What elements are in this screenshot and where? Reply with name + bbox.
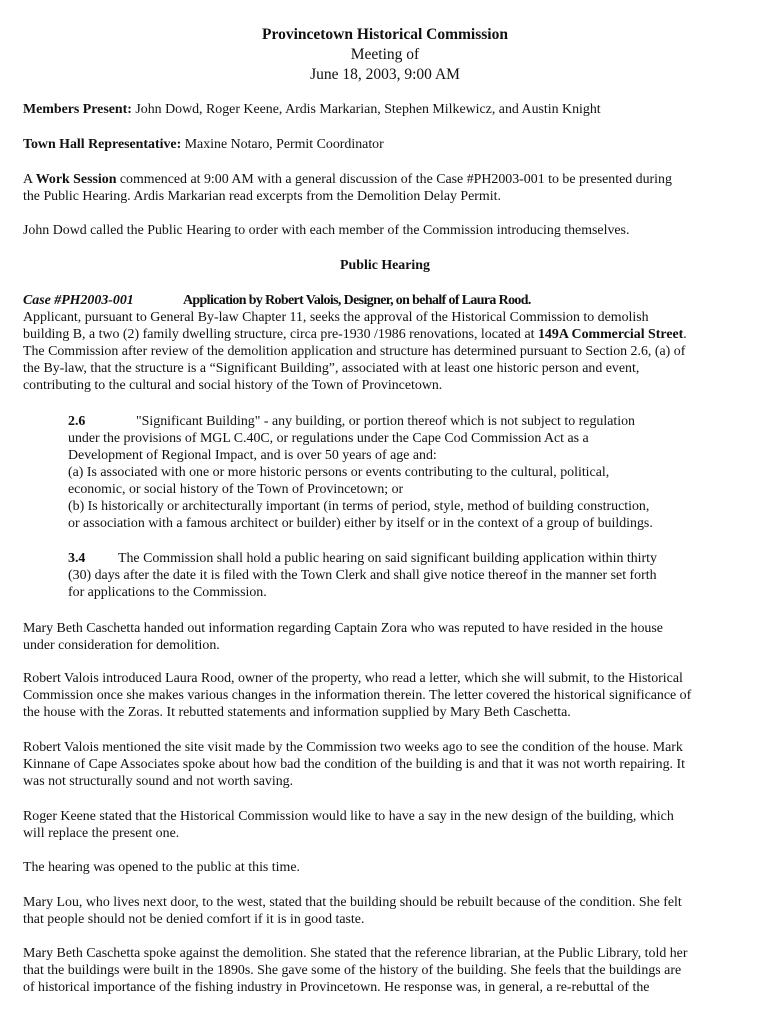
case-line-3: The Commission after review of the demolition application and structure has determined pursuant to Section 2.6, (a) of (23, 344, 686, 359)
caschetta-against-line-1: Mary Beth Caschetta spoke against the demolition. She stated that the reference librarian, at the Public Library, told her (23, 946, 688, 961)
section-2-6-line-7: or association with a famous architect or builder) either by itself or in the context of a group of buildings. (68, 516, 653, 531)
case-line-5: contributing to the cultural and social history of the Town of Provincetown. (23, 378, 443, 393)
section-3-4-line-1 (68, 550, 758, 567)
opened-line-1: The hearing was opened to the public at this time. (23, 860, 300, 875)
meeting-date: June 18, 2003, 9:00 AM (310, 66, 460, 83)
section-3-4-number: 3.4 (68, 551, 86, 566)
case-line-2 (23, 326, 753, 343)
site-visit-line-1: Robert Valois mentioned the site visit made by the Commission two weeks ago to see the condition of the house. Mark (23, 740, 683, 755)
section-2-6-line-5: economic, or social history of the Town of Provincetown; or (68, 482, 404, 497)
section-2-6-line-3: Development of Regional Impact, and is over 50 years of age and: (68, 448, 437, 463)
site-visit-paragraph (23, 739, 753, 790)
work-session-bold: Work Session (35, 172, 117, 187)
case-line-1: Applicant, pursuant to General By-law Chapter 11, seeks the approval of the Historical Commission to demolish (23, 310, 649, 325)
case-line-2-text: building B, a two (2) family dwelling structure, circa pre-1930 /1986 renovations, located at (23, 327, 538, 342)
caschetta-against-line-2: that the buildings were built in the 1890s. She gave some of the history of the building. She feels that the buildings are (23, 963, 682, 978)
valois-intro-line-3: the house with the Zoras. It rebutted statements and information supplied by Mary Beth Caschetta. (23, 705, 571, 720)
work-session-line-2: the Public Hearing. Ardis Markarian read excerpts from the Demolition Delay Permit. (23, 189, 501, 204)
document-subtitle: Meeting of (350, 46, 420, 63)
section-2-6-text-1: "Significant Building" - any building, or portion thereof which is not subject to regulation (136, 414, 635, 429)
members-present-label: Members Present: (23, 102, 132, 117)
section-3-4-line-3: for applications to the Commission. (68, 585, 267, 600)
representative-text: Maxine Notaro, Permit Coordinator (184, 137, 384, 152)
valois-intro-line-2: Commission once she makes various changes in the information therein. The letter covered the historical significance of (23, 688, 692, 703)
mary-lou-line-1: Mary Lou, who lives next door, to the west, stated that the building should be rebuilt because of the condition. She felt (23, 895, 682, 910)
case-address: 149A Commercial Street (537, 327, 684, 342)
caschetta-against-paragraph (23, 945, 753, 996)
work-session-line-1-rest: commenced at 9:00 AM with a general discussion of the Case #PH2003-001 to be presented during (116, 172, 672, 187)
site-visit-line-2: Kinnane of Cape Associates spoke about how bad the condition of the building is and that it was not worth repairing. It (23, 757, 685, 772)
caschetta-info-line-2: under consideration for demolition. (23, 638, 220, 653)
representative-label: Town Hall Representative: (23, 137, 182, 152)
case-application: Application by Robert Valois, Designer, on behalf of Laura Rood. (183, 293, 531, 308)
call-to-order-paragraph: John Dowd called the Public Hearing to order with each member of the Commission introducing themselves. (23, 223, 630, 238)
caschetta-against-line-3: of historical importance of the fishing industry in Provincetown. He response was, in general, a re-rebuttal of the (23, 980, 650, 995)
document-title: Provincetown Historical Commission (262, 26, 508, 43)
case-number: Case #PH2003-001 (23, 293, 134, 308)
keene-line-2: will replace the present one. (23, 826, 180, 841)
members-present-text: John Dowd, Roger Keene, Ardis Markarian, Stephen Milkewicz, and Austin Knight (135, 102, 601, 117)
document-header (0, 25, 770, 85)
work-session-paragraph (23, 171, 753, 205)
section-3-4-text-1: The Commission shall hold a public hearing on said significant building application within thirty (118, 551, 657, 566)
section-2-6-number: 2.6 (68, 414, 86, 429)
site-visit-line-3: was not structurally sound and not worth saving. (23, 774, 294, 789)
work-session-prefix: A (23, 172, 36, 187)
case-line-4: the By-law, that the structure is a “Significant Building”, associated with at least one historic person and event, (23, 361, 640, 376)
members-present (23, 101, 753, 118)
public-hearing-heading: Public Hearing (340, 258, 430, 273)
valois-intro-paragraph (23, 670, 753, 721)
caschetta-info-line-1: Mary Beth Caschetta handed out information regarding Captain Zora who was reputed to have resided in the house (23, 621, 663, 636)
keene-paragraph (23, 808, 753, 842)
section-2-6 (68, 413, 758, 532)
mary-lou-line-2: that people should not be denied comfort if it is in good taste. (23, 912, 365, 927)
opened-paragraph (23, 859, 753, 876)
case-line-2-end: . (683, 327, 687, 342)
town-hall-representative (23, 136, 753, 153)
section-2-6-line-1 (68, 413, 758, 430)
case-paragraph (23, 292, 753, 394)
mary-lou-paragraph (23, 894, 753, 928)
section-2-6-line-4: (a) Is associated with one or more historic persons or events contributing to the cultural, political, (68, 465, 610, 480)
section-2-6-line-6: (b) Is historically or architecturally important (in terms of period, style, method of building construction, (68, 499, 650, 514)
case-heading-line (23, 292, 753, 309)
section-3-4 (68, 550, 758, 601)
keene-line-1: Roger Keene stated that the Historical Commission would like to have a say in the new design of the building, which (23, 809, 674, 824)
valois-intro-line-1: Robert Valois introduced Laura Rood, owner of the property, who read a letter, which she will submit, to the Historical (23, 671, 683, 686)
caschetta-info-paragraph (23, 620, 753, 654)
section-2-6-line-2: under the provisions of MGL C.40C, or regulations under the Cape Cod Commission Act as a (68, 431, 589, 446)
work-session-line-1 (23, 171, 753, 188)
section-3-4-line-2: (30) days after the date it is filed with the Town Clerk and shall give notice thereof in the manner set forth (68, 568, 657, 583)
